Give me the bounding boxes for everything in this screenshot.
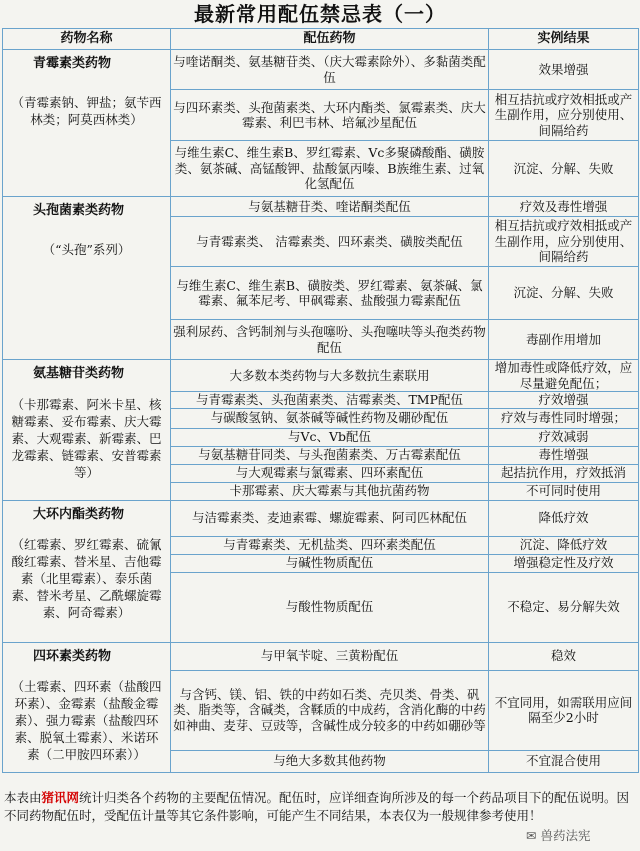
table-row <box>3 50 639 90</box>
combo-cell: 与青霉素类、无机盐类、四环素类配伍 <box>171 536 489 554</box>
drug-cell-cephalosporin <box>3 197 171 360</box>
combo-cell: 与含钙、镁、铝、铁的中药如石类、壳贝类、骨类、矾类、脂类等，含碱类，含鞣质的中成药，含消化酶的中药如神曲、麦芽、豆豉等，含碱性成分较多的中药如硼砂等 <box>171 670 489 750</box>
combo-cell: 与喹诺酮类、氨基糖苷类、（庆大霉素除外）、多黏菌类配伍 <box>171 50 489 90</box>
result-cell: 稳效 <box>489 642 639 670</box>
wechat-icon: ✉ <box>526 828 537 843</box>
combo-cell: 与氨基糖苷同类、与头孢菌素类、万古霉素配伍 <box>171 446 489 464</box>
combo-cell: 与维生素C、维生素B、罗红霉素、Vc多聚磷酸酯、磺胺类、氨茶碱、高锰酸钾、盐酸氯丙嗪、B族维生素、过氧化氢配伍 <box>171 141 489 197</box>
combo-cell: 与碳酸氢钠、氨茶碱等碱性药物及硼砂配伍 <box>171 408 489 428</box>
header-row <box>3 29 639 50</box>
result-cell: 增强稳定性及疗效 <box>489 554 639 572</box>
result-cell: 不宜混合使用 <box>489 750 639 772</box>
combo-cell: 与酸性物质配伍 <box>171 572 489 642</box>
combo-cell: 与Vc、Vb配伍 <box>171 428 489 446</box>
compatibility-table <box>2 28 639 773</box>
footer-prefix: 本表由 <box>4 790 42 805</box>
result-cell: 疗效及毒性增强 <box>489 197 639 217</box>
result-cell: 疗效与毒性同时增强； <box>489 408 639 428</box>
combo-cell: 大多数本类药物与大多数抗生素联用 <box>171 360 489 392</box>
drug-members: （土霉素、四环素（盐酸四环素）、金霉素（盐酸金霉素）、强力霉素（盐酸四环素、脱氧土霉素）、米诺环素（二甲胺四环素）） <box>11 679 162 762</box>
combo-cell: 与青霉素类、头孢菌素类、洁霉素类、TMP配伍 <box>171 392 489 409</box>
result-cell: 毒副作用增加 <box>489 320 639 360</box>
combo-cell: 卡那霉素、庆大霉素与其他抗菌药物 <box>171 482 489 500</box>
watermark-text: 兽药法宪 <box>540 828 591 843</box>
result-cell: 不稳定、易分解失效 <box>489 572 639 642</box>
combo-cell: 与氨基糖苷类、喹诺酮类配伍 <box>171 197 489 217</box>
header-result: 实例结果 <box>489 29 639 50</box>
result-cell: 相互拮抗或疗效相抵或产生副作用，应分别使用、间隔给药 <box>489 217 639 267</box>
drug-members: （“头孢”系列） <box>42 241 131 257</box>
result-cell: 起拮抗作用，疗效抵消 <box>489 464 639 482</box>
page-title: 最新常用配伍禁忌表（一） <box>194 2 446 26</box>
table-row <box>3 500 639 536</box>
header-drug: 药物名称 <box>3 29 171 50</box>
combo-cell: 强利尿药、含钙制剂与头孢噻吩、头孢噻呋等头孢类药物配伍 <box>171 320 489 360</box>
drug-cell-macrolide <box>3 500 171 642</box>
header-combo: 配伍药物 <box>171 29 489 50</box>
drug-members: （红霉素、罗红霉素、硫氰酸红霉素、替米星、吉他霉素（北里霉素）、泰乐菌素、替米考星、乙酰螺旋霉素、阿奇霉素） <box>11 537 162 620</box>
result-cell: 不可同时使用 <box>489 482 639 500</box>
result-cell: 相互拮抗或疗效相抵或产生副作用，应分别使用、间隔给药 <box>489 90 639 141</box>
brand-name: 猪讯网 <box>41 790 80 805</box>
drug-name: 氨基糖苷类药物 <box>33 366 125 381</box>
combo-cell: 与洁霉素类、麦迪素霉、螺旋霉素、阿司匹林配伍 <box>171 500 489 536</box>
drug-name: 青霉素类药物 <box>33 56 112 71</box>
result-cell: 沉淀、分解、失败 <box>489 141 639 197</box>
result-cell: 沉淀、降低疗效 <box>489 536 639 554</box>
combo-cell: 与碱性物质配伍 <box>171 554 489 572</box>
result-cell: 毒性增强 <box>489 446 639 464</box>
drug-members: （青霉素钠、钾盐；氨苄西林类；阿莫西林类） <box>11 94 162 127</box>
result-cell: 效果增强 <box>489 50 639 90</box>
combo-cell: 与大观霉素与氯霉素、四环素配伍 <box>171 464 489 482</box>
combo-cell: 与维生素C、维生素B、磺胺类、罗红霉素、氨茶碱、氯霉素、氟苯尼考、甲砜霉素、盐酸强力霉素配伍 <box>171 267 489 320</box>
result-cell: 疗效减弱 <box>489 428 639 446</box>
combo-cell: 与四环素类、头孢菌素类、大环内酯类、氯霉素类、庆大霉素、利巴韦林、培氟沙星配伍 <box>171 90 489 141</box>
table-row <box>3 197 639 217</box>
result-cell: 增加毒性或降低疗效，应尽量避免配伍； <box>489 360 639 392</box>
combo-cell: 与绝大多数其他药物 <box>171 750 489 772</box>
drug-name: 四环素类药物 <box>33 648 112 664</box>
combo-cell: 与甲氧苄啶、三黄粉配伍 <box>171 642 489 670</box>
drug-name: 头孢菌素类药物 <box>33 203 125 218</box>
footer-text: 统计归类各个药物的主要配伍情况。配伍时，应详细查询所涉及的每一个药品项目下的配伍说明。因不同药物配伍时，受配伍计量等其它条件影响，可能产生不同结果，本表仅为一般规律参考使用！ <box>4 790 630 823</box>
footer-note <box>4 789 636 825</box>
drug-name: 大环内酯类药物 <box>33 506 125 522</box>
result-cell: 不宜同用，如需联用应间隔至少2小时 <box>489 670 639 750</box>
drug-members: （卡那霉素、阿米卡星、核糖霉素、妥布霉素、庆大霉素、大观霉素、新霉素、巴龙霉素、链霉素、安普霉素等） <box>11 396 162 480</box>
result-cell: 疗效增强 <box>489 392 639 409</box>
result-cell: 降低疗效 <box>489 500 639 536</box>
drug-cell-aminoglycoside <box>3 360 171 501</box>
result-cell: 沉淀、分解、失败 <box>489 267 639 320</box>
table-row <box>3 642 639 670</box>
drug-cell-tetracycline <box>3 642 171 772</box>
table-row <box>3 360 639 392</box>
drug-cell-penicillin <box>3 50 171 197</box>
watermark <box>524 826 592 844</box>
combo-cell: 与青霉素类、 洁霉素类、四环素类、磺胺类配伍 <box>171 217 489 267</box>
